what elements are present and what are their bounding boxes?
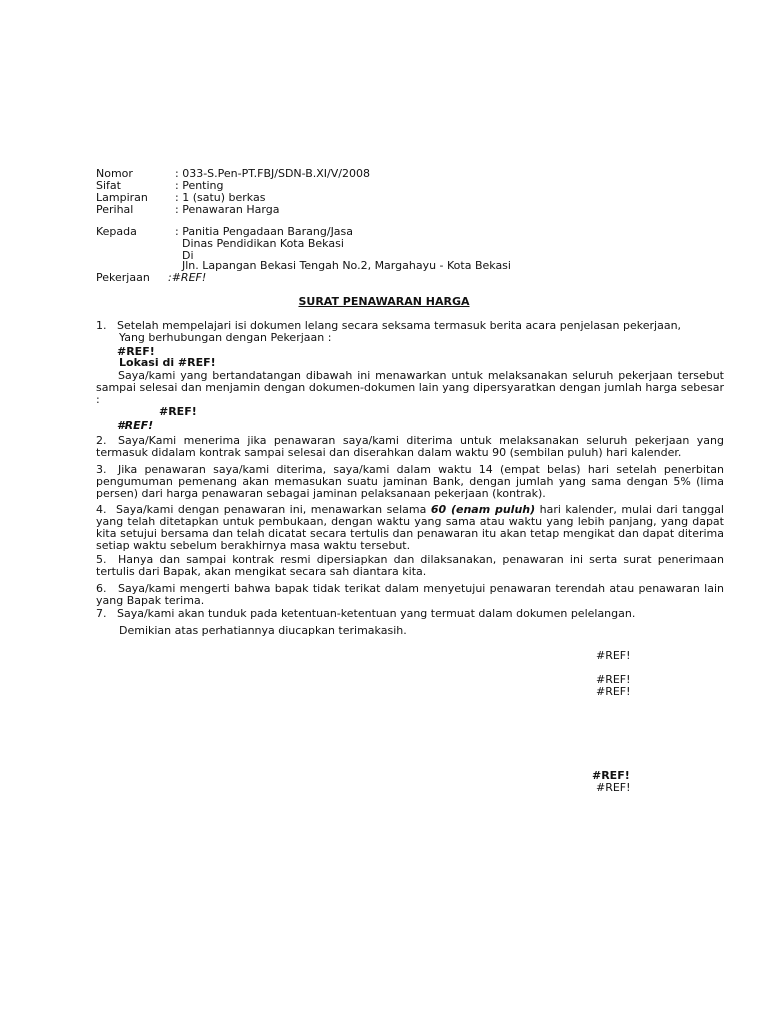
item-1-amount-ref: #REF!	[159, 405, 197, 418]
item-1-ref: #REF!	[117, 345, 155, 358]
sifat-label: Sifat	[96, 179, 121, 192]
item-number-4: 4.	[96, 503, 107, 516]
item-1-line-2: Yang berhubungan dengan Pekerjaan :	[119, 331, 332, 344]
signatory-name: #REF!	[592, 769, 630, 782]
lampiran-value: : 1 (satu) berkas	[175, 191, 266, 204]
perihal-label: Perihal	[96, 203, 134, 216]
item-2-text: Saya/Kami menerima jika penawaran saya/kami diterima untuk melaksanakan seluruh pekerjaan yang termasuk didalam kontrak sampai selesai dan diserahkan dalam waktu 90 (sembilan puluh) hari kalender.	[96, 434, 724, 459]
lampiran-label: Lampiran	[96, 191, 148, 204]
item-4-text-c: hari kalender, mulai dari tanggal yang telah ditetapkan untuk pembukaan, dengan waktu yang sama atau waktu yang lebih panjang, yang dapat kita setujui bersama dan telah dicatat secara tertulis dan penawaran itu akan tetap mengikat dan dapat diterima setiap waktu sebelum berakhirnya masa waktu tersebut.	[96, 503, 724, 552]
item-4-text-a: Saya/kami dengan penawaran ini, menawarkan selama	[116, 503, 431, 516]
nomor-value: : 033-S.Pen-PT.FBJ/SDN-B.XI/V/2008	[175, 167, 370, 180]
item-number-7: 7.	[96, 607, 107, 620]
item-number-6: 6.	[96, 582, 107, 595]
signature-place-date: #REF!	[596, 649, 631, 662]
signature-company-line-1: #REF!	[596, 673, 631, 686]
kepada-address: Jln. Lapangan Bekasi Tengah No.2, Margahayu - Kota Bekasi	[182, 259, 511, 272]
item-1-body: Saya/kami yang bertandatangan dibawah ini menawarkan untuk melaksanakan seluruh pekerjaan tersebut sampai selesai dan menjamin dengan dokumen-dokumen lain yang dipersyaratkan dengan jumlah harga sebesar :	[96, 369, 724, 406]
nomor-label: Nomor	[96, 167, 133, 180]
item-7-text: Saya/kami akan tunduk pada ketentuan-ketentuan yang termuat dalam dokumen pelelangan.	[117, 607, 636, 620]
item-number-1: 1.	[96, 319, 107, 332]
item-5-text: Hanya dan sampai kontrak resmi dipersiapkan dan dilaksanakan, penawaran ini serta surat penerimaan tertulis dari Bapak, akan mengikat secara sah diantara kita.	[96, 553, 724, 578]
pekerjaan-label: Pekerjaan	[96, 271, 150, 284]
sifat-value: : Penting	[175, 179, 224, 192]
item-6-text: Saya/kami mengerti bahwa bapak tidak terikat dalam menyetujui penawaran terendah atau penawaran lain yang Bapak terima.	[96, 582, 724, 607]
item-number-5: 5.	[96, 553, 107, 566]
signature-company-line-2: #REF!	[596, 685, 631, 698]
item-4-duration: 60 (enam puluh)	[430, 503, 536, 516]
item-number-3: 3.	[96, 463, 107, 476]
item-4-text	[96, 504, 724, 552]
kepada-line-3: Di	[182, 249, 194, 262]
item-1-line-1: Setelah mempelajari isi dokumen lelang secara seksama termasuk berita acara penjelasan pekerjaan,	[117, 319, 682, 332]
closing-text: Demikian atas perhatiannya diucapkan terimakasih.	[119, 624, 407, 637]
kepada-line-2: Dinas Pendidikan Kota Bekasi	[182, 237, 344, 250]
item-3-text: Jika penawaran saya/kami diterima, saya/kami dalam waktu 14 (empat belas) hari setelah penerbitan pengumuman pemenang akan memasukan suatu jaminan Bank, dengan jumlah yang sama dengan 5% (lima persen) dari harga penawaran sebagai jaminan pelaksanaan pekerjaan (kontrak).	[96, 463, 724, 500]
pekerjaan-value: :#REF!	[168, 271, 207, 284]
letter-title: SURAT PENAWARAN HARGA	[298, 295, 470, 308]
item-1-lokasi: Lokasi di #REF!	[119, 356, 216, 369]
signatory-position: #REF!	[596, 781, 631, 794]
kepada-value: : Panitia Pengadaan Barang/Jasa	[175, 225, 354, 238]
kepada-label: Kepada	[96, 225, 137, 238]
item-number-2: 2.	[96, 434, 107, 447]
perihal-value: : Penawaran Harga	[175, 203, 280, 216]
item-1-terbilang-ref: #REF!	[117, 419, 154, 432]
